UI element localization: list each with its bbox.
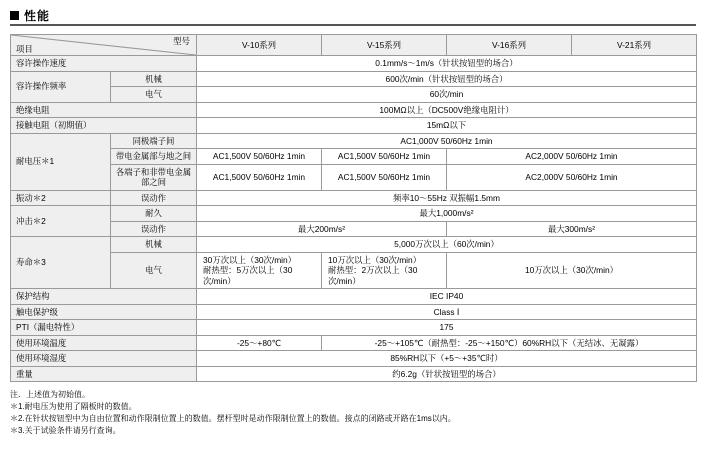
table-row [11,133,697,149]
footnote-line: ＊1.耐电压为使用了隔板时的数值。 [10,402,137,411]
table-cell: 175 [197,320,697,336]
table-row [11,289,697,305]
row-label: 保护结构 [11,289,197,305]
table-cell: 最大1,000m/s² [197,206,697,222]
table-row [11,304,697,320]
column-header: V-21系列 [572,35,697,56]
table-row [11,164,697,190]
table-cell: 5,000万次以上（60次/min） [197,237,697,253]
table-row [11,366,697,382]
table-cell: 约6.2g（针状按钮型的场合） [197,366,697,382]
row-sublabel: 耐久 [111,206,197,222]
footnote-line: 注．上述值为初始值。 [10,390,90,399]
specs-table [10,34,697,382]
table-row [11,118,697,134]
page-title-text: 性能 [24,8,51,23]
table-row [11,102,697,118]
table-cell: Class Ⅰ [197,304,697,320]
row-label: 接触电阻（初期值） [11,118,197,134]
footnotes [10,389,696,437]
table-cell: 10万次以上（30次/min） 耐热型：2万次以上（30次/min） [322,252,447,289]
table-row [11,206,697,222]
col-axis-label: 型号 [173,36,190,46]
row-sublabel: 电气 [111,252,197,289]
row-sublabel: 误动作 [111,221,197,237]
row-sublabel: 机械 [111,237,197,253]
row-axis-label: 项目 [16,43,33,54]
table-cell: 最大200m/s² [197,221,447,237]
table-row [11,149,697,165]
square-bullet-icon [10,11,19,20]
table-cell: -25～+105℃（耐热型：-25～+150℃）60%RH以下（无结冰、无凝露） [322,335,697,351]
footnote-line: ＊2.在针状按钮型中为自由位置和动作限制位置上的数值。摆杆型时是动作限制位置上的数值。接点的闭路或开路在1ms以内。 [10,414,456,423]
table-row [11,252,697,289]
table-cell: AC1,000V 50/60Hz 1min [197,133,697,149]
table-row [11,351,697,367]
row-label: 使用环境湿度 [11,351,197,367]
row-label: 容许操作速度 [11,56,197,72]
row-sublabel: 同极端子间 [111,133,197,149]
table-cell: 85%RH以下（+5～+35℃时） [197,351,697,367]
table-row [11,237,697,253]
table-header-row [11,35,697,56]
table-cell: 30万次以上（30次/min） 耐热型：5万次以上（30次/min） [197,252,322,289]
table-cell: 100MΩ以上（DC500V绝缘电阻计） [197,102,697,118]
column-header: V-10系列 [197,35,322,56]
table-cell: 频率10～55Hz 双振幅1.5mm [197,190,697,206]
row-label: 耐电压＊1 [11,133,111,190]
column-header: V-16系列 [447,35,572,56]
table-row [11,335,697,351]
table-cell: AC1,500V 50/60Hz 1min [197,149,322,165]
row-label: 重量 [11,366,197,382]
table-corner-cell [11,35,197,56]
table-cell: AC1,500V 50/60Hz 1min [197,164,322,190]
table-cell: AC1,500V 50/60Hz 1min [322,164,447,190]
row-label: 使用环境温度 [11,335,197,351]
row-sublabel: 机械 [111,71,197,87]
table-cell: -25～+80℃ [197,335,322,351]
table-cell: 600次/min（针状按钮型的场合） [197,71,697,87]
table-row [11,87,697,103]
table-cell: IEC IP40 [197,289,697,305]
row-sublabel: 各端子和非带电金属部之间 [111,164,197,190]
row-label: 寿命＊3 [11,237,111,289]
table-cell: AC2,000V 50/60Hz 1min [447,149,697,165]
table-cell: AC2,000V 50/60Hz 1min [447,164,697,190]
row-label: PTI（漏电特性） [11,320,197,336]
table-cell: 15mΩ以下 [197,118,697,134]
table-cell: 10万次以上（30次/min） [447,252,697,289]
row-sublabel: 电气 [111,87,197,103]
page-title [10,6,696,26]
table-row [11,71,697,87]
table-row [11,56,697,72]
row-sublabel: 误动作 [111,190,197,206]
row-sublabel: 带电金属部与地之间 [111,149,197,165]
row-label: 绝缘电阻 [11,102,197,118]
table-cell: 最大300m/s² [447,221,697,237]
table-cell: AC1,500V 50/60Hz 1min [322,149,447,165]
footnote-line: ＊3.关于试验条件请另行查询。 [10,426,121,435]
row-label: 冲击＊2 [11,206,111,237]
row-label: 容许操作频率 [11,71,111,102]
row-label: 触电保护级 [11,304,197,320]
table-cell: 0.1mm/s～1m/s（针状按钮型的场合） [197,56,697,72]
table-row [11,320,697,336]
table-row [11,190,697,206]
row-label: 振动＊2 [11,190,111,206]
table-row [11,221,697,237]
table-cell: 60次/min [197,87,697,103]
column-header: V-15系列 [322,35,447,56]
